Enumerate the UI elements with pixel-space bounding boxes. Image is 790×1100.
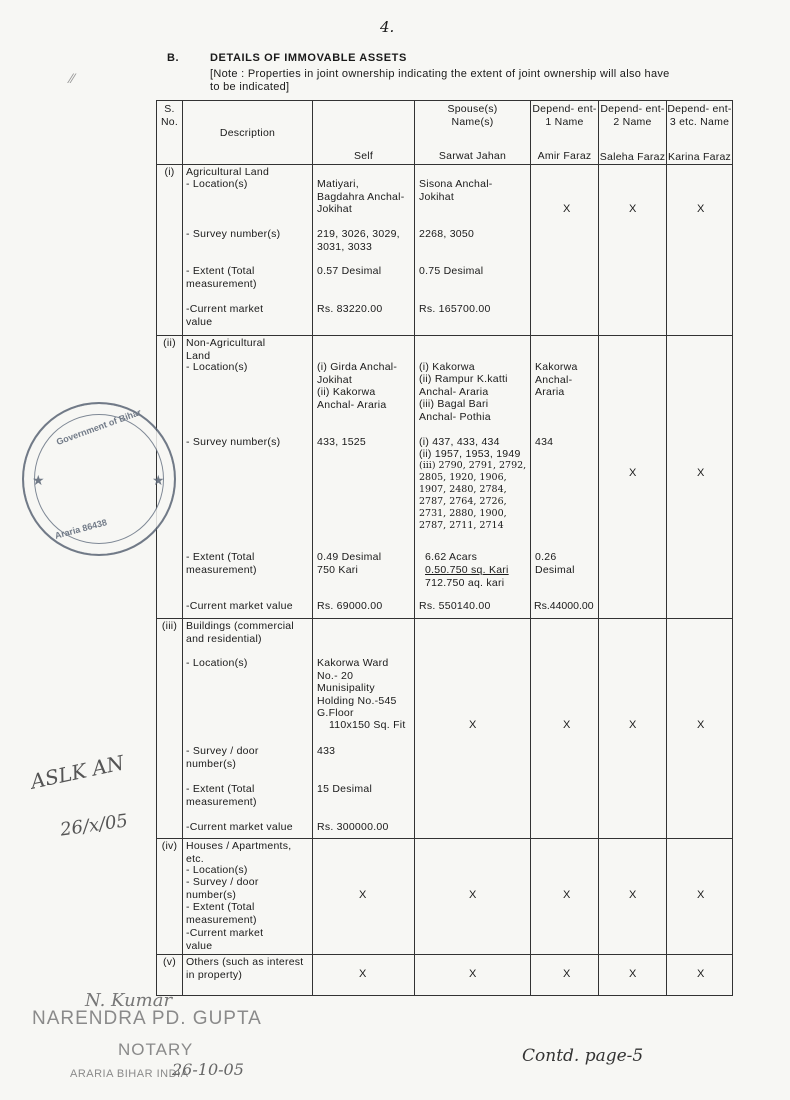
buildings-self-location: Kakorwa Ward No.- 20 Munisipality Holding No.-545 G.Floor (317, 657, 397, 719)
header-sno: S. No. (157, 101, 183, 165)
agri-value-label: -Current market value (186, 303, 264, 328)
nonagri-description (183, 336, 313, 619)
houses-dep2-value: X (629, 889, 637, 901)
table-row-houses (157, 839, 733, 955)
nonagri-dependent-2 (599, 336, 667, 619)
agri-extent-label: - Extent (Total measurement) (186, 265, 257, 290)
margin-mark: ⁄⁄ (70, 70, 75, 86)
houses-spouse (415, 839, 531, 955)
others-title: Others (such as interest in property) (186, 956, 304, 981)
table-row-non-agricultural (157, 336, 733, 619)
buildings-self (313, 619, 415, 839)
agri-dep1-value: X (563, 203, 571, 215)
houses-dependent-1 (531, 839, 599, 955)
nonagri-spouse-extent-3: 712.750 aq. kari (425, 577, 505, 589)
nonagri-self-location-2: (ii) Kakorwa Anchal- Araria (317, 386, 387, 411)
others-dep3-value: X (697, 968, 705, 980)
agri-self-survey: 219, 3026, 3029, 3031, 3033 (317, 228, 400, 253)
buildings-self-value: Rs. 300000.00 (317, 821, 389, 833)
section-note: [Note : Properties in joint ownership indicating the extent of joint ownership will also have to be indicated] (210, 68, 670, 93)
houses-location-label: - Location(s) (186, 864, 248, 876)
stamp-bottom-text: Araria 86438 (53, 517, 108, 541)
others-dependent-1 (531, 955, 599, 996)
houses-extent-label: - Extent (Total measurement) (186, 901, 257, 926)
table-row-agricultural (157, 165, 733, 336)
buildings-location-label: - Location(s) (186, 657, 248, 669)
others-spouse (415, 955, 531, 996)
nonagri-dep1-location: Kakorwa Anchal- Araria (535, 361, 578, 398)
table-row-buildings (157, 619, 733, 839)
nonagri-spouse-survey-3: (iii) 2790, 2791, 2792, 2805, 1920, 1906, 1907, 2480, 2784, 2787, 2764, 2726, 2731, 2880, 1900, 2787, 2711, 2714 (419, 460, 527, 531)
header-dependent-1: Depend- ent-1 Name Amir Faraz (531, 101, 599, 165)
notary-name: NARENDRA PD. GUPTA (32, 1008, 262, 1029)
agri-spouse-extent: 0.75 Desimal (419, 265, 484, 277)
notary-signature: N. Kumar (85, 990, 173, 1011)
notary-date: 26-10-05 (172, 1060, 244, 1079)
nonagri-survey-label: - Survey number(s) (186, 436, 281, 448)
buildings-spouse (415, 619, 531, 839)
buildings-dep3-value: X (697, 719, 705, 731)
agri-dependent-1 (531, 165, 599, 336)
agri-dependent-2 (599, 165, 667, 336)
others-description (183, 955, 313, 996)
buildings-spouse-value: X (469, 719, 477, 731)
agri-location-label: - Location(s) (186, 178, 248, 190)
buildings-survey-label: - Survey / door number(s) (186, 745, 259, 770)
nonagri-self-extent-1: 0.49 Desimal (317, 551, 382, 563)
nonagri-dep1-value: Rs.44000.00 (534, 600, 594, 612)
houses-survey-label: - Survey / door number(s) (186, 876, 259, 901)
others-dep2-value: X (629, 968, 637, 980)
buildings-dependent-3 (667, 619, 733, 839)
section-title: DETAILS OF IMMOVABLE ASSETS (210, 52, 407, 64)
immovable-assets-table (156, 100, 733, 996)
notary-place: ARARIA BIHAR INDIA (70, 1068, 189, 1080)
nonagri-spouse-survey-2: (ii) 1957, 1953, 1949 (419, 448, 521, 460)
dependent-2-name: Saleha Faraz (599, 150, 666, 163)
houses-value-label: -Current market value (186, 927, 264, 952)
agri-title: Agricultural Land (186, 166, 270, 178)
buildings-dep1-value: X (563, 719, 571, 731)
nonagri-self (313, 336, 415, 619)
agri-self-extent: 0.57 Desimal (317, 265, 382, 277)
agri-self-value: Rs. 83220.00 (317, 303, 383, 315)
row-sno: (v) (157, 955, 183, 996)
continued-note: Contd. page-5 (522, 1046, 644, 1066)
notary-title: NOTARY (118, 1040, 194, 1059)
header-dependent-2: Depend- ent-2 Name Saleha Faraz (599, 101, 667, 165)
buildings-extent-label: - Extent (Total measurement) (186, 783, 257, 808)
row-sno: (i) (157, 165, 183, 336)
header-description: Description (183, 101, 313, 165)
section-letter: B. (167, 52, 179, 64)
others-dep1-value: X (563, 968, 571, 980)
dependent-3-name: Karina Faraz (667, 150, 732, 163)
header-dependent-3: Depend- ent-3 etc. Name Karina Faraz (667, 101, 733, 165)
table-header-row (157, 101, 733, 165)
houses-self (313, 839, 415, 955)
agri-spouse-location: Sisona Anchal- Jokihat (419, 178, 493, 203)
row-sno: (iii) (157, 619, 183, 839)
nonagri-dependent-3 (667, 336, 733, 619)
agri-dep3-value: X (697, 203, 705, 215)
others-dependent-2 (599, 955, 667, 996)
buildings-title: Buildings (commercial and residential) (186, 620, 294, 645)
others-dependent-3 (667, 955, 733, 996)
nonagri-dep1-survey: 434 (535, 436, 554, 448)
buildings-self-extent: 15 Desimal (317, 783, 373, 795)
nonagri-spouse-survey-1: (i) 437, 433, 434 (419, 436, 500, 448)
others-self (313, 955, 415, 996)
nonagri-spouse-value: Rs. 550140.00 (419, 600, 491, 612)
nonagri-self-extent-2: 750 Kari (317, 564, 359, 576)
nonagri-value-label: -Current market value (186, 600, 293, 612)
handwritten-date: 26/x/05 (58, 810, 130, 841)
buildings-description (183, 619, 313, 839)
page-number: 4. (380, 18, 395, 36)
houses-title: Houses / Apartments, etc. (186, 840, 292, 865)
nonagri-spouse-location-2: (ii) Rampur K.katti Anchal- Araria (419, 373, 508, 398)
houses-dependent-2 (599, 839, 667, 955)
nonagri-dependent-1 (531, 336, 599, 619)
row-sno: (iv) (157, 839, 183, 955)
header-spouse: Spouse(s) Name(s) Sarwat Jahan (415, 101, 531, 165)
nonagri-self-value: Rs. 69000.00 (317, 600, 383, 612)
nonagri-spouse-location-1: (i) Kakorwa (419, 361, 475, 373)
agri-spouse-survey: 2268, 3050 (419, 228, 475, 240)
others-spouse-value: X (469, 968, 477, 980)
houses-dependent-3 (667, 839, 733, 955)
buildings-self-size: 110x150 Sq. Fit (329, 719, 406, 731)
table-row-others (157, 955, 733, 996)
nonagri-spouse-extent-1: 6.62 Acars (425, 551, 478, 563)
houses-self-value: X (359, 889, 367, 901)
header-self: Self (313, 101, 415, 165)
nonagri-dep1-extent: 0.26 Desimal (535, 551, 575, 576)
houses-dep1-value: X (563, 889, 571, 901)
government-seal-stamp (22, 402, 176, 556)
nonagri-spouse (415, 336, 531, 619)
star-icon: ★ (152, 472, 165, 488)
nonagri-title: Non-Agricultural Land (186, 337, 266, 362)
agri-survey-label: - Survey number(s) (186, 228, 281, 240)
star-icon: ★ (32, 472, 45, 488)
buildings-dependent-1 (531, 619, 599, 839)
agri-self-location: Matiyari, Bagdahra Anchal- Jokihat (317, 178, 405, 215)
nonagri-dep2-value: X (629, 467, 637, 479)
handwritten-initials: ASLK AN (28, 750, 127, 794)
buildings-dependent-2 (599, 619, 667, 839)
nonagri-location-label: - Location(s) (186, 361, 248, 373)
buildings-dep2-value: X (629, 719, 637, 731)
buildings-self-survey: 433 (317, 745, 336, 757)
agri-self (313, 165, 415, 336)
row-sno: (ii) (157, 336, 183, 619)
nonagri-self-location-1: (i) Girda Anchal- Jokihat (317, 361, 398, 386)
nonagri-extent-label: - Extent (Total measurement) (186, 551, 257, 576)
nonagri-spouse-extent-2: 0.50.750 sq. Kari (425, 564, 509, 576)
dependent-1-name: Amir Faraz (537, 149, 592, 162)
houses-description (183, 839, 313, 955)
nonagri-self-survey: 433, 1525 (317, 436, 366, 448)
stamp-top-text: Government of Bihar (54, 406, 143, 448)
agri-spouse-value: Rs. 165700.00 (419, 303, 491, 315)
houses-spouse-value: X (469, 889, 477, 901)
nonagri-spouse-location-3: (iii) Bagal Bari Anchal- Pothia (419, 398, 491, 423)
agri-dependent-3 (667, 165, 733, 336)
buildings-value-label: -Current market value (186, 821, 293, 833)
others-self-value: X (359, 968, 367, 980)
nonagri-dep3-value: X (697, 467, 705, 479)
spouse-name: Sarwat Jahan (438, 149, 507, 162)
agri-dep2-value: X (629, 203, 637, 215)
houses-dep3-value: X (697, 889, 705, 901)
agri-spouse (415, 165, 531, 336)
agri-description (183, 165, 313, 336)
